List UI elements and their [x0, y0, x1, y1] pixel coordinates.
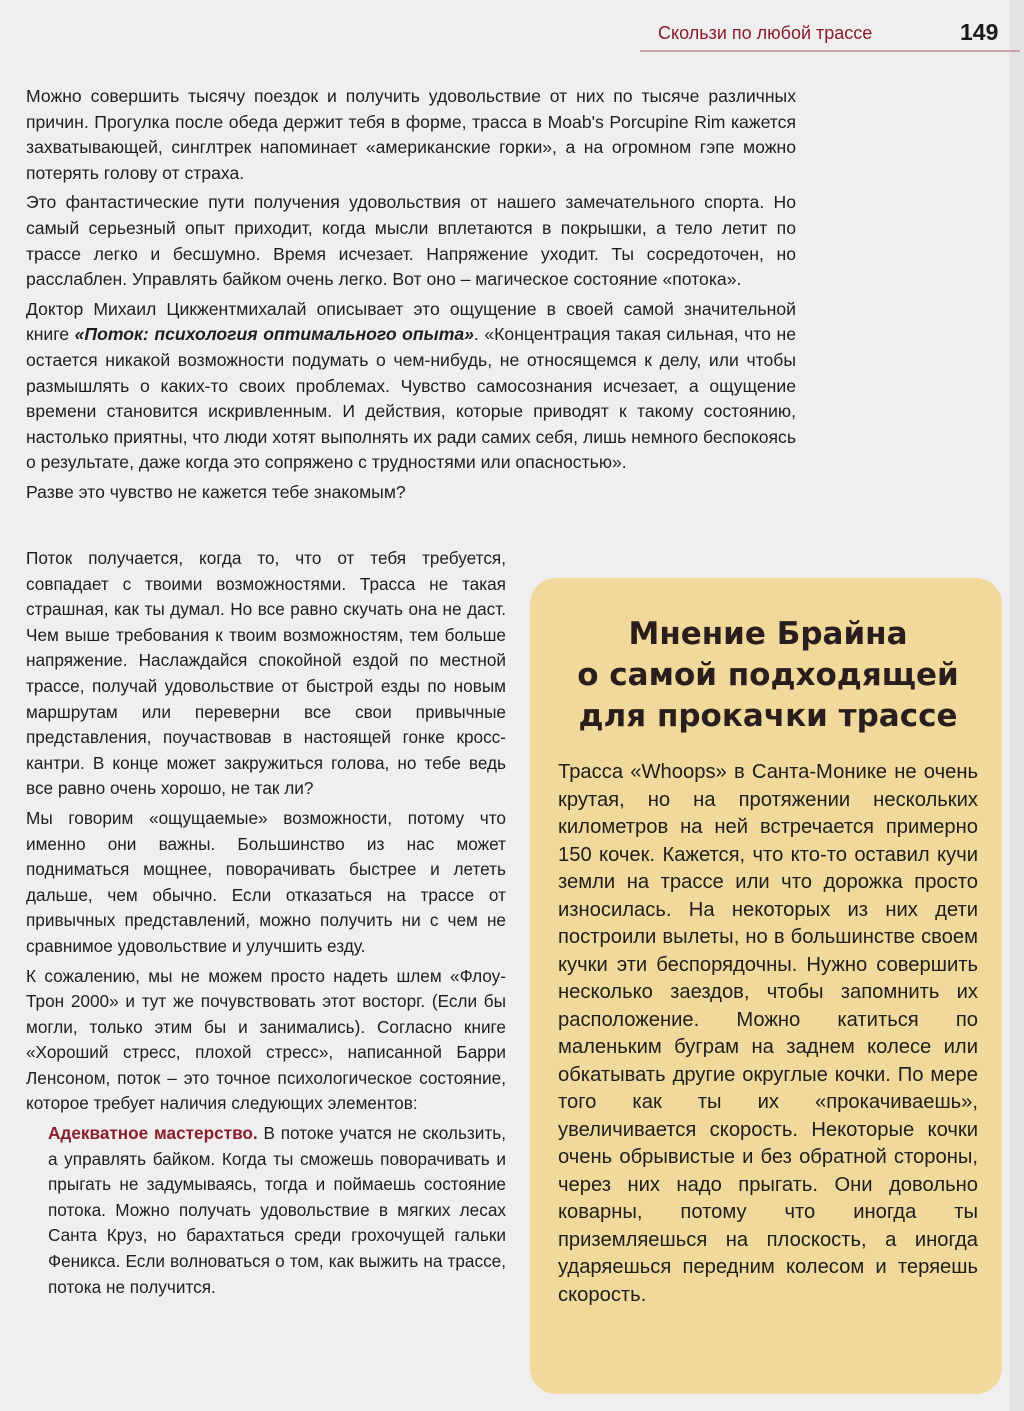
term-heading: Адекватное мастерство.: [48, 1123, 258, 1144]
chapter-title: Скользи по любой трассе: [658, 23, 873, 43]
sidebar-box: [530, 578, 1002, 1394]
paragraph: Разве это чувство не кажется тебе знакомым?: [26, 481, 406, 502]
header-rule: [640, 50, 1020, 52]
sidebar-title-line: о самой подходящей: [577, 657, 959, 693]
paragraph-text: Доктор Михаил Цикжентмихалай описывает это ощущение в своей самой значительной книге: [26, 298, 796, 345]
book-title: «Поток: психология оптимального опыта»: [74, 324, 474, 345]
sidebar-title-line: Мнение Брайна: [628, 616, 908, 652]
intro-text: [26, 84, 796, 510]
paragraph-text: . «Концентрация такая сильная, что не остается никакой возможности подумать о чем-нибудь, не относящемся к делу, или чтобы размышлять о каких-то своих проблемах. Чувство самосознания исчезает, а ощущение времени становится искривленным. И действия, которые приводят к такому состоянию, настолько приятны, что люди хотят выполнять их ради самих себя, лишь немного беспокоясь о результате, даже когда это сопряжено с трудностями или опасностью».: [26, 324, 796, 473]
sidebar-title-line: для прокачки трассе: [578, 698, 958, 734]
page-number: 149: [960, 19, 999, 45]
list-item: [26, 1121, 506, 1300]
paragraph: Мы говорим «ощущаемые» возможности, потому что именно они важны. Большинство из нас может подниматься мощнее, поворачивать быстрее и лететь дальше, чем обычно. Если отказаться на трассе от привычных представлений, можно получить ни с чем не сравнимое удовольствие и улучшить езду.: [26, 807, 506, 956]
paragraph: Поток получается, когда то, что от тебя требуется, совпадает с твоими возможностями. Трасса не такая страшная, как ты думал. Но все равно скучать она не даст. Чем выше требования к твоим возможностям, тем больше напряжение. Наслаждайся спокойной ездой по местной трассе, получай удовольствие от быстрой езды по новым маршрутам или переверни все свои привычные представления, поучаствовав в настоящей гонке кросс-кантри. В конце может закружиться голова, но тебе ведь все равно очень хорошо, не так ли?: [26, 548, 506, 799]
paragraph: К сожалению, мы не можем просто надеть шлем «Флоу-Трон 2000» и тут же почувствовать этот восторг. (Если бы могли, только этим бы и занимались). Согласно книге «Хороший стресс, плохой стресс», написанной Барри Ленсоном, поток – это точное психологическое состояние, которое требует наличия следующих элементов:: [26, 965, 506, 1114]
left-column: [26, 546, 506, 1304]
paragraph-text: В потоке учатся не скользить, а управлять байком. Когда ты сможешь поворачивать и прыгать не задумываясь, тогда и поймаешь состояние потока. Можно получать удовольствие в мягких лесах Санта Круз, но барахтаться среди грохочущей гальки Феникса. Если волноваться о том, как выжить на трассе, потока не получится.: [48, 1123, 506, 1297]
running-header: [640, 16, 1024, 52]
sidebar-title: [558, 614, 978, 737]
paragraph: [26, 297, 796, 476]
page-edge: [1010, 0, 1024, 1411]
paragraph: Можно совершить тысячу поездок и получить удовольствие от них по тысяче различных причин. Прогулка после обеда держит тебя в форме, трасса в Moab's Porcupine Rim кажется захватывающей, синглтрек напоминает «американские горки», а на огромном гэпе можно потерять голову от страха.: [26, 86, 796, 183]
sidebar-text: Трасса «Whoops» в Санта-Монике не очень крутая, но на протяжении нескольких километров на ней встречается примерно 150 кочек. Кажется, что кто-то оставил кучи земли на трассе или что дорожка просто износилась. На некоторых из них дети построили вылеты, но в большинстве своем кучки эти беспорядочны. Нужно совершить несколько заездов, чтобы запомнить их расположение. Можно катиться по маленьким буграм на заднем колесе или обкатывать другие округлые кочки. По мере того как ты их «прокачиваешь», увеличивается скорость. Некоторые кочки очень обрывистые и без обратной стороны, через них надо прыгать. Они довольно коварны, потому что иногда ты приземляешься на плоскость, а иногда ударяешься передним колесом и теряешь скорость.: [558, 761, 978, 1306]
paragraph: Это фантастические пути получения удовольствия от нашего замечательного спорта. Но самый серьезный опыт приходит, когда мысли вплетаются в покрышки, а тело летит по трассе легко и бесшумно. Время исчезает. Напряжение уходит. Ты сосредоточен, но расслаблен. Управлять байком очень легко. Вот оно – магическое состояние «потока».: [26, 192, 796, 290]
